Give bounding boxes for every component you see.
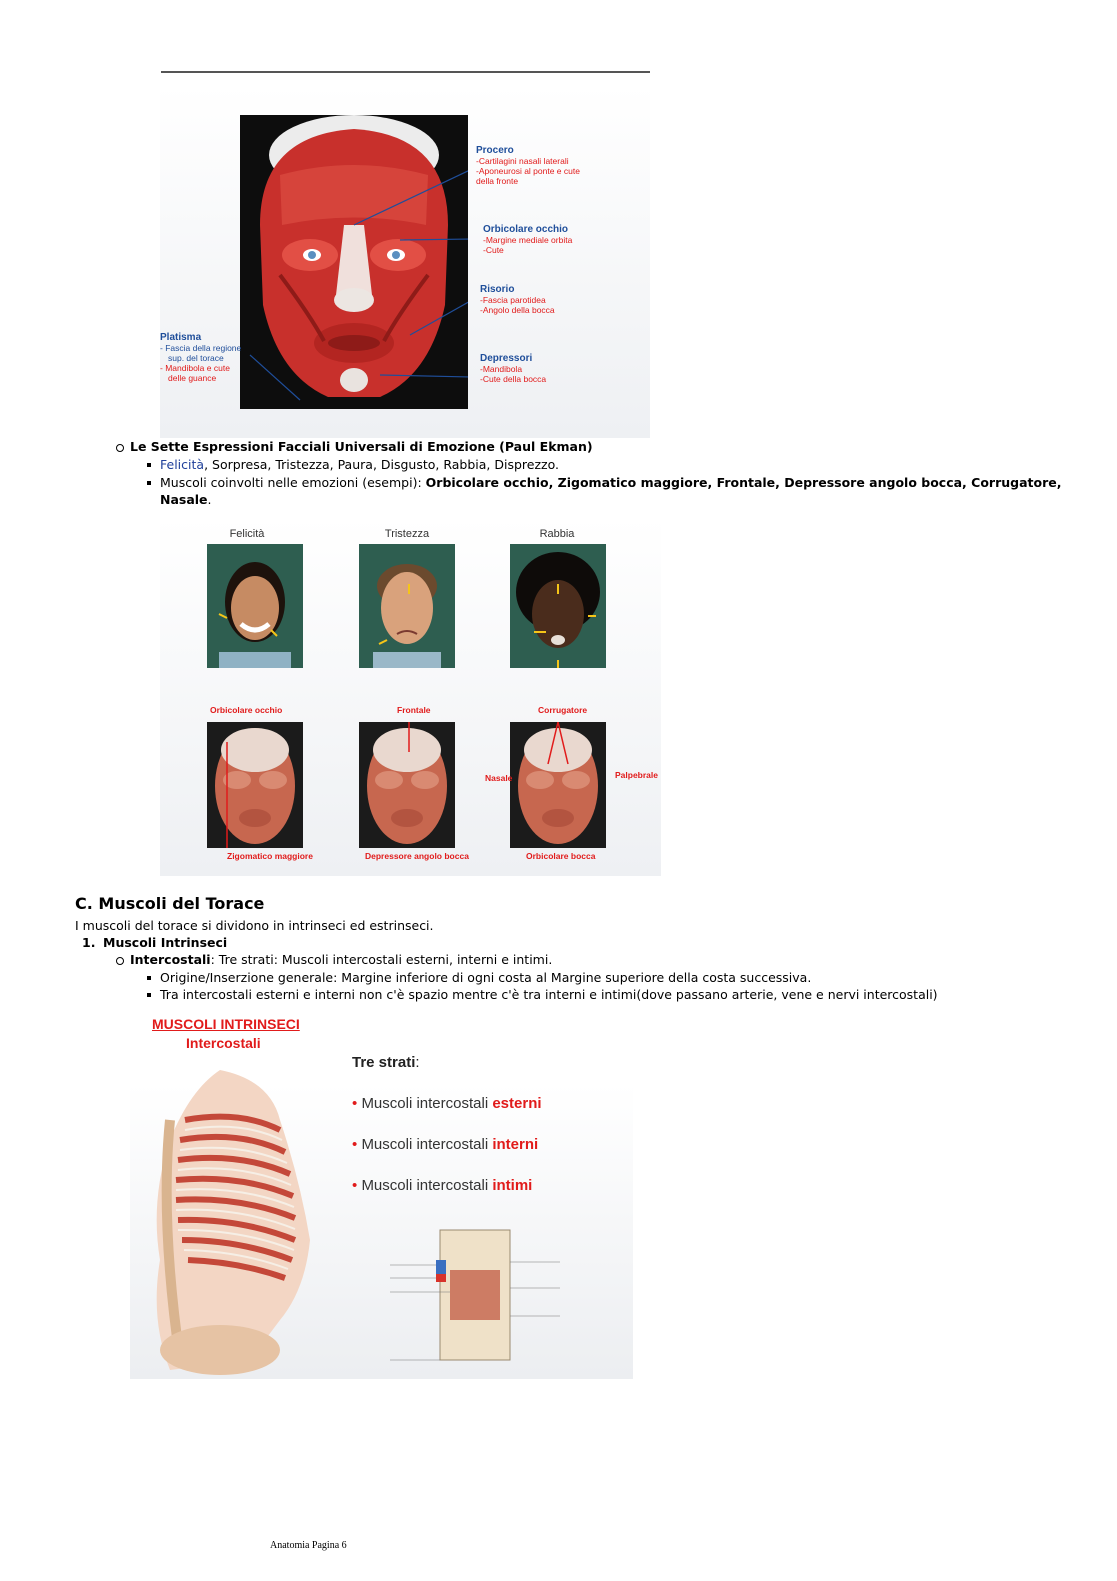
layer-item (352, 1177, 532, 1194)
intercostali-label: Intercostali (130, 952, 211, 967)
list-bullet-square (147, 976, 151, 980)
tre-strati-text: Tre strati (352, 1054, 416, 1071)
tre-strati-colon: : (415, 1054, 420, 1071)
bullet-dot: • (352, 1177, 358, 1194)
label-nasale: Nasale (485, 773, 513, 783)
label-palpebrale: Palpebrale (615, 770, 658, 780)
bullet-dot: • (352, 1095, 358, 1112)
face-label-tristezza: Tristezza (384, 528, 430, 540)
intercostal-section-diagram (380, 1220, 590, 1370)
layer-prefix: Muscoli intercostali (361, 1095, 493, 1112)
tre-strati-heading (352, 1054, 420, 1071)
layer-item (352, 1095, 542, 1112)
top-divider (161, 71, 650, 73)
page-footer: Anatomia Pagina 6 (270, 1540, 347, 1551)
photo-rabbia (510, 544, 606, 668)
label-depressore: Depressore angolo bocca (365, 851, 469, 861)
emotions-line (160, 456, 559, 473)
item1-label: Muscoli Intrinseci (103, 935, 228, 950)
anatomy-face-1 (207, 722, 303, 848)
label-frontale: Frontale (397, 705, 431, 715)
label-zigomatico: Zigomatico maggiore (227, 851, 313, 861)
list-bullet-circle (116, 444, 124, 452)
emotions-rest: , Sorpresa, Tristezza, Paura, Disgusto, Rabbia, Disprezzo. (204, 457, 560, 472)
figure-title: MUSCOLI INTRINSECI (152, 1016, 300, 1032)
list-bullet-circle (116, 957, 124, 965)
ribcage-illustration (130, 1060, 330, 1379)
muscles-last: Nasale (160, 492, 208, 507)
list-bullet-square (147, 481, 151, 485)
label-orbicolare-occhio-2: Orbicolare occhio (210, 705, 283, 715)
emotions-figure (160, 517, 661, 876)
layer-emph: interni (492, 1136, 539, 1153)
muscles-line-2 (160, 491, 212, 508)
photo-tristezza (359, 544, 455, 668)
label-platisma: Platisma - Fascia della regione sup. del torace - Mandibola e cute delle guance (160, 332, 242, 383)
emotion-felicita: Felicità (160, 457, 205, 472)
label-risorio: Risorio -Fascia parotidea -Angolo della bocca (480, 284, 555, 315)
bullet-spazio: Tra intercostali esterni e interni non c'è spazio mentre c'è tra interni e intimi(dove passano arterie, vene e nervi intercostali) (160, 987, 938, 1002)
figure-subtitle: Intercostali (186, 1035, 261, 1051)
muscles-list: Orbicolare occhio, Zigomatico maggiore, Frontale, Depressore angolo bocca, Corrugatore, (425, 475, 1062, 490)
layer-emph: esterni (492, 1095, 542, 1112)
list-bullet-square (147, 993, 151, 997)
label-depressori: Depressori -Mandibola -Cute della bocca (480, 353, 547, 384)
intercostali-figure (130, 1010, 633, 1379)
layer-item (352, 1136, 538, 1153)
label-corrugatore: Corrugatore (538, 705, 588, 715)
muscles-intro: Muscoli coinvolti nelle emozioni (esempi): (160, 475, 426, 490)
anatomy-face-2 (359, 722, 455, 848)
list-bullet-square (147, 463, 151, 467)
layer-prefix: Muscoli intercostali (361, 1177, 493, 1194)
anatomy-face-3 (510, 722, 606, 848)
item1-number: 1. (82, 935, 96, 950)
layer-emph: intimi (492, 1177, 533, 1194)
label-orbicolare-occhio: Orbicolare occhio -Margine mediale orbita -Cute (483, 224, 573, 255)
face-label-felicita: Felicità (229, 528, 265, 540)
muscles-end: . (207, 492, 212, 507)
layer-prefix: Muscoli intercostali (361, 1136, 493, 1153)
ekman-heading: Le Sette Espressioni Facciali Universali di Emozione (Paul Ekman) (130, 439, 593, 454)
photo-felicita (207, 544, 303, 668)
label-procero: Procero -Cartilagini nasali laterali -Aponeurosi al ponte e cute della fronte (476, 145, 580, 186)
label-orbicolare-bocca: Orbicolare bocca (526, 851, 596, 861)
section-title: C. Muscoli del Torace (75, 894, 265, 913)
muscles-line (160, 474, 1061, 491)
facial-muscles-figure (160, 85, 650, 438)
intercostali-text: : Tre strati: Muscoli intercostali esterni, interni e intimi. (210, 952, 553, 967)
bullet-dot: • (352, 1136, 358, 1153)
facial-muscles-illustration (240, 115, 468, 409)
face-label-rabbia: Rabbia (539, 528, 575, 540)
section-intro: I muscoli del torace si dividono in intrinseci ed estrinseci. (75, 918, 434, 933)
intercostali-line (130, 951, 552, 968)
bullet-origine: Origine/Inserzione generale: Margine inferiore di ogni costa al Margine superiore della costa successiva. (160, 970, 812, 985)
